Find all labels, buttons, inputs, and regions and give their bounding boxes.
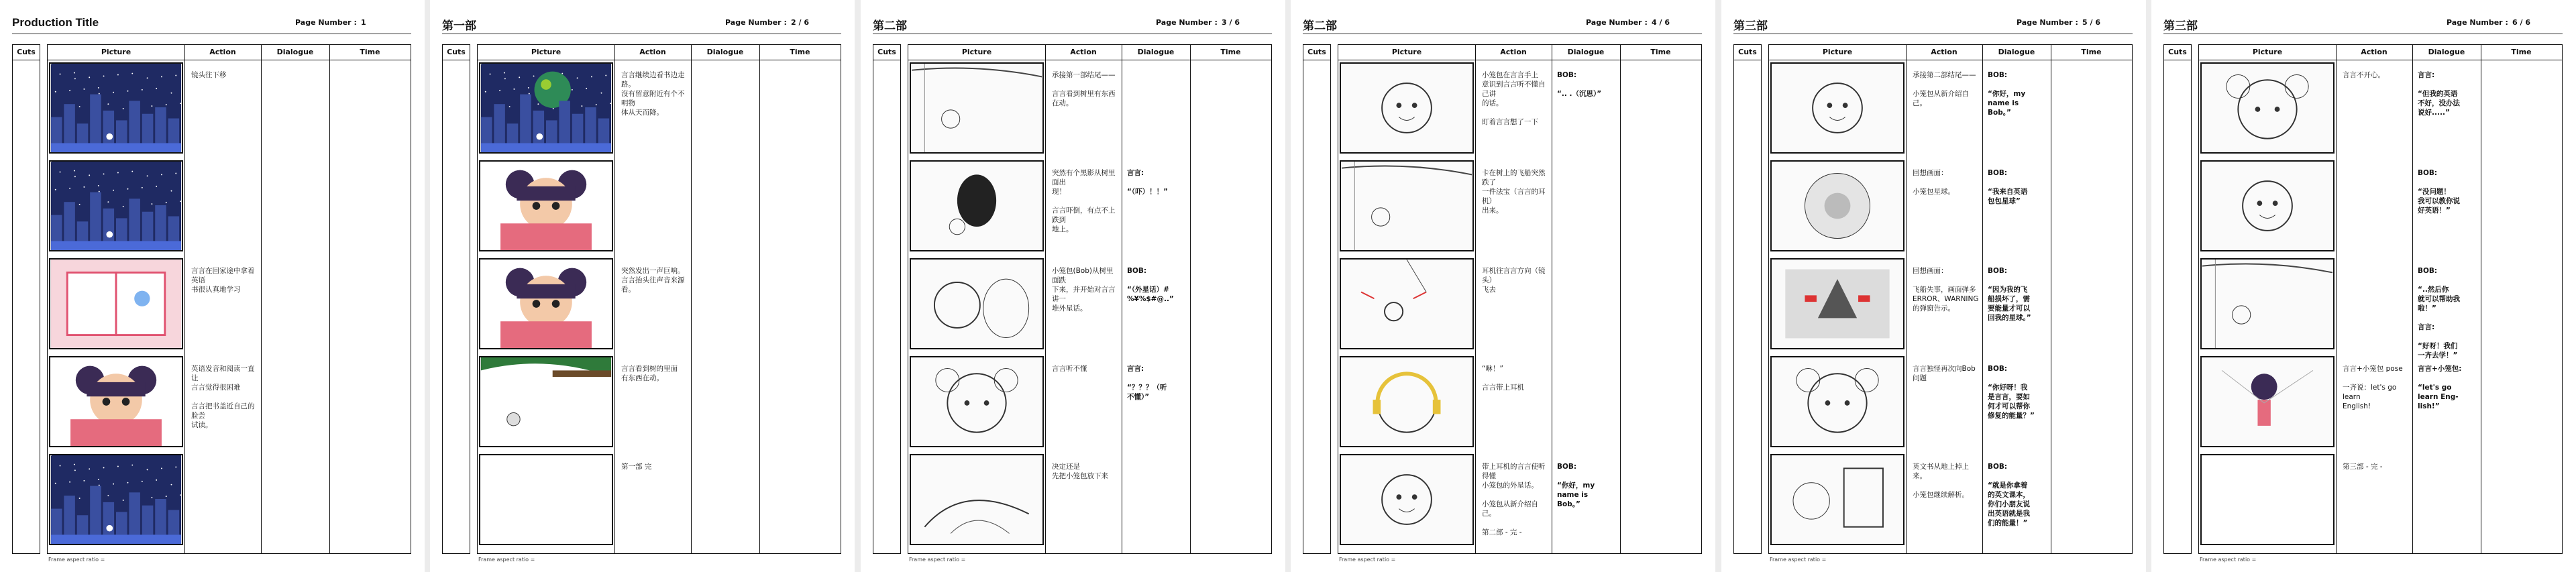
shot-dialogue[interactable]: BOB: “你好，my name is Bob。”: [1988, 71, 2026, 117]
page-title: 第二部: [873, 19, 907, 32]
shot-row: [1769, 453, 2132, 547]
shot-row: [478, 159, 841, 253]
cuts-column: [12, 44, 40, 554]
page-number-label: Page Number :: [2447, 18, 2508, 27]
shot-action[interactable]: 回想画面： 小笼包星球。: [1913, 169, 1955, 196]
shot-dialogue[interactable]: BOB: “因为我的飞 船损坏了，需 要能量才可以 回我的星球。”: [1988, 267, 2031, 322]
shot-row: [1338, 453, 1701, 547]
shot-picture[interactable]: [479, 356, 613, 447]
shot-picture[interactable]: [479, 160, 613, 251]
column-header-action: Action: [2361, 48, 2387, 56]
column-header-dialogue: Dialogue: [2428, 48, 2465, 56]
shot-picture[interactable]: [910, 258, 1044, 349]
page-number-value: 5 / 6: [2082, 18, 2100, 27]
shot-action[interactable]: 突然发出一声巨响。 言言抬头往声音来源看。: [621, 267, 685, 294]
cuts-column: [442, 44, 470, 554]
shot-action[interactable]: 言言不开心。: [2343, 71, 2385, 79]
shot-picture[interactable]: [910, 454, 1044, 545]
grid-header: [48, 45, 411, 60]
shot-picture[interactable]: [1770, 258, 1904, 349]
shot-action[interactable]: 言言在回家途中拿着英语 书很认真地学习: [191, 267, 255, 294]
shot-dialogue[interactable]: BOB: “你好，my name is Bob。”: [1557, 463, 1595, 508]
shot-action[interactable]: 言言听不懂: [1052, 365, 1087, 373]
cuts-header: Cuts: [2164, 45, 2191, 60]
shot-action[interactable]: 回想画面： 飞船失事，画面弹多 ERROR、WARNING 的弹窗告示。: [1913, 267, 1979, 312]
cuts-header: Cuts: [873, 45, 900, 60]
shot-picture[interactable]: [1340, 356, 1474, 447]
column-header-time: Time: [1650, 48, 1671, 56]
storyboard-page: [2151, 0, 2576, 572]
shot-row: [48, 453, 411, 547]
page-title: 第三部: [2163, 19, 2198, 32]
grid-header: [1769, 45, 2132, 60]
shot-row: [1338, 61, 1701, 155]
shot-row: [2199, 159, 2562, 253]
frame-aspect-note: Frame aspect ratio =: [478, 557, 535, 563]
storyboard-grid: [47, 44, 411, 554]
shot-picture[interactable]: [1770, 62, 1904, 154]
shot-row: [48, 159, 411, 253]
page-title: 第三部: [1733, 19, 1768, 32]
shot-dialogue[interactable]: BOB: “就是你拿着 的英文课本， 你们小朋友说 出英语就是我 们的能量！”: [1988, 463, 2030, 527]
cuts-header: Cuts: [443, 45, 470, 60]
shot-row: [2199, 453, 2562, 547]
shot-dialogue[interactable]: BOB: “..然后你 就可以帮助我 啦！” 言言: “好呀！我们 一齐去学！”: [2418, 267, 2460, 359]
grid-header: [1338, 45, 1701, 60]
column-header-action: Action: [1500, 48, 1527, 56]
grid-header: [2199, 45, 2562, 60]
shot-action[interactable]: 突然有个黑影从树里面出 现！ 言言吓倒，有点不上跌到 地上。: [1052, 169, 1116, 233]
shot-action[interactable]: 镜头往下移: [191, 71, 227, 79]
shot-picture[interactable]: [1340, 258, 1474, 349]
shot-row: [908, 453, 1271, 547]
shot-row: [478, 61, 841, 155]
column-header-picture: Picture: [2252, 48, 2283, 56]
shot-dialogue[interactable]: BOB: “（外星话）# %¥%$#@..”: [1127, 267, 1174, 303]
shot-picture[interactable]: [1340, 454, 1474, 545]
shot-row: [2199, 355, 2562, 449]
column-header-time: Time: [790, 48, 810, 56]
page-number-label: Page Number :: [295, 18, 357, 27]
shot-action[interactable]: 耳机往言言方向（镜头） 飞去: [1482, 267, 1546, 294]
shot-action[interactable]: 承接第一部结尾—— 言言看到树里有东西在动。: [1052, 71, 1116, 107]
column-header-time: Time: [360, 48, 380, 56]
shot-dialogue[interactable]: 言言+小笼包: “let's go learn Eng- lish!”: [2418, 365, 2462, 410]
storyboard-grid: [477, 44, 841, 554]
shot-picture[interactable]: [1340, 62, 1474, 154]
shot-row: [48, 355, 411, 449]
column-header-time: Time: [2081, 48, 2102, 56]
storyboard-page: [1721, 0, 2146, 572]
column-header-picture: Picture: [531, 48, 561, 56]
column-header-time: Time: [1220, 48, 1241, 56]
shot-action[interactable]: 卡在树上的飞船突然跌了 一件法宝（言言的耳机） 出来。: [1482, 169, 1546, 215]
shot-row: [478, 453, 841, 547]
shot-row: [1338, 257, 1701, 351]
shot-picture[interactable]: [49, 454, 183, 545]
shot-row: [908, 61, 1271, 155]
page-number-label: Page Number :: [1586, 18, 1648, 27]
shot-picture[interactable]: [1340, 160, 1474, 251]
page-title: Production Title: [12, 16, 99, 29]
frame-aspect-note: Frame aspect ratio =: [1770, 557, 1827, 563]
shot-action[interactable]: 言言+小笼包 pose 一齐说：let's go learn English!: [2343, 365, 2403, 410]
storyboard-page: [861, 0, 1285, 572]
shot-picture[interactable]: [910, 160, 1044, 251]
page-number-label: Page Number :: [725, 18, 787, 27]
column-header-dialogue: Dialogue: [276, 48, 314, 56]
shot-row: [478, 355, 841, 449]
shot-picture[interactable]: [2200, 356, 2334, 447]
page-title: 第一部: [442, 19, 476, 32]
shot-row: [1769, 159, 2132, 253]
column-header-action: Action: [1931, 48, 1957, 56]
column-header-action: Action: [209, 48, 236, 56]
cuts-column: [1303, 44, 1331, 554]
shot-dialogue[interactable]: 言言: “？？？（听 不懂）”: [1127, 365, 1167, 401]
shot-dialogue[interactable]: BOB: “.. .（沉思）”: [1557, 71, 1602, 98]
shot-dialogue[interactable]: BOB: “我来自英语 包包星球”: [1988, 169, 2028, 205]
column-header-picture: Picture: [1822, 48, 1853, 56]
shot-picture[interactable]: [49, 160, 183, 251]
shot-picture[interactable]: [479, 454, 613, 545]
storyboard-grid: [2198, 44, 2563, 554]
shot-row: [478, 257, 841, 351]
page-number-value: 2 / 6: [791, 18, 809, 27]
column-header-dialogue: Dialogue: [1998, 48, 2035, 56]
page-title: 第二部: [1303, 19, 1337, 32]
page-number-label: Page Number :: [1156, 18, 1218, 27]
shot-picture[interactable]: [910, 62, 1044, 154]
grid-header: [908, 45, 1271, 60]
shot-row: [908, 355, 1271, 449]
column-header-action: Action: [1070, 48, 1097, 56]
cuts-column: [2163, 44, 2192, 554]
shot-row: [1338, 355, 1701, 449]
shot-picture[interactable]: [2200, 258, 2334, 349]
shot-dialogue[interactable]: 言言: “但我的英语 不好，没办法 说好.....”: [2418, 71, 2460, 117]
page-number-value: 3 / 6: [1222, 18, 1240, 27]
page-number-value: 6 / 6: [2512, 18, 2530, 27]
shot-dialogue[interactable]: BOB: “你好呀！我 是言言，要如 何才可以帮你 修复的能量？”: [1988, 365, 2035, 420]
shot-action[interactable]: 小笼包(Bob)从树里面跌 下来，并开始对言言讲一 堆外星话。: [1052, 267, 1116, 312]
shot-row: [48, 61, 411, 155]
column-header-dialogue: Dialogue: [1567, 48, 1605, 56]
shot-picture[interactable]: [49, 356, 183, 447]
shot-row: [2199, 61, 2562, 155]
cuts-header: Cuts: [13, 45, 40, 60]
shot-picture[interactable]: [2200, 160, 2334, 251]
shot-picture[interactable]: [1770, 356, 1904, 447]
storyboard-grid: [1338, 44, 1702, 554]
shot-action[interactable]: 第三部 - 完 -: [2343, 463, 2383, 471]
page-number-value: 4 / 6: [1652, 18, 1670, 27]
shot-action[interactable]: 英文书从地上掉上来。 小笼包继续解析。: [1913, 463, 1969, 499]
column-header-action: Action: [639, 48, 666, 56]
shot-picture[interactable]: [1770, 454, 1904, 545]
storyboard-page: [0, 0, 425, 572]
column-header-picture: Picture: [1391, 48, 1422, 56]
shot-action[interactable]: 言言继续边看书边走路。 沒有留意附近有个不明物 体从天而降。: [621, 71, 685, 117]
grid-header: [478, 45, 841, 60]
shot-picture[interactable]: [1770, 160, 1904, 251]
shot-row: [908, 159, 1271, 253]
frame-aspect-note: Frame aspect ratio =: [1339, 557, 1396, 563]
column-header-dialogue: Dialogue: [1137, 48, 1175, 56]
shot-row: [2199, 257, 2562, 359]
cuts-header: Cuts: [1303, 45, 1330, 60]
storyboard-page: [1291, 0, 1715, 572]
cuts-header: Cuts: [1734, 45, 1761, 60]
shot-picture[interactable]: [910, 356, 1044, 447]
shot-row: [1769, 61, 2132, 155]
shot-picture[interactable]: [2200, 454, 2334, 545]
storyboard-page: [430, 0, 855, 572]
shot-dialogue[interactable]: 言言: “（吓）！！”: [1127, 169, 1169, 196]
column-header-picture: Picture: [101, 48, 131, 56]
shot-picture[interactable]: [49, 258, 183, 349]
shot-action[interactable]: 英语发音和阅读一直让 言言觉得很困难 言言把书盖近自己的脸尝 试读。: [191, 365, 255, 429]
shot-picture[interactable]: [479, 258, 613, 349]
frame-aspect-note: Frame aspect ratio =: [909, 557, 966, 563]
shot-action[interactable]: 言言独怪再次向Bob问题: [1913, 365, 1976, 382]
shot-picture[interactable]: [49, 62, 183, 154]
shot-row: [1338, 159, 1701, 253]
shot-row: [1769, 257, 2132, 351]
shot-action[interactable]: 带上耳机的言言使听得懂 小笼包的外星话。 小笼包从新介绍自己。 第二部 - 完 -: [1482, 463, 1546, 536]
shot-action[interactable]: 承接第二部结尾—— 小笼包从新介绍自己。: [1913, 71, 1976, 107]
shot-action[interactable]: 第一部 完: [621, 463, 652, 471]
shot-dialogue[interactable]: BOB: “没问题！ 我可以教你说 好英语！”: [2418, 169, 2460, 215]
shot-action[interactable]: 言言看到树的里面 有东西在动。: [621, 365, 678, 382]
shot-row: [48, 257, 411, 351]
shot-action[interactable]: 决定还是 先把小笼包放下来: [1052, 463, 1108, 480]
column-header-picture: Picture: [961, 48, 992, 56]
cuts-column: [1733, 44, 1762, 554]
frame-aspect-note: Frame aspect ratio =: [48, 557, 105, 563]
page-number-value: 1: [361, 18, 366, 27]
storyboard-grid: [1768, 44, 2133, 554]
shot-row: [908, 257, 1271, 351]
cuts-column: [873, 44, 901, 554]
frame-aspect-note: Frame aspect ratio =: [2200, 557, 2257, 563]
page-number-label: Page Number :: [2017, 18, 2078, 27]
shot-action[interactable]: 小笼包在言言手上 意识到言言听不懂自己讲 的话。 盯着言言想了一下: [1482, 71, 1546, 126]
column-header-dialogue: Dialogue: [706, 48, 744, 56]
shot-action[interactable]: “咻！” 言言带上耳机: [1482, 365, 1524, 392]
shot-row: [1769, 355, 2132, 449]
shot-picture[interactable]: [2200, 62, 2334, 154]
storyboard-grid: [908, 44, 1272, 554]
shot-picture[interactable]: [479, 62, 613, 154]
column-header-time: Time: [2511, 48, 2532, 56]
